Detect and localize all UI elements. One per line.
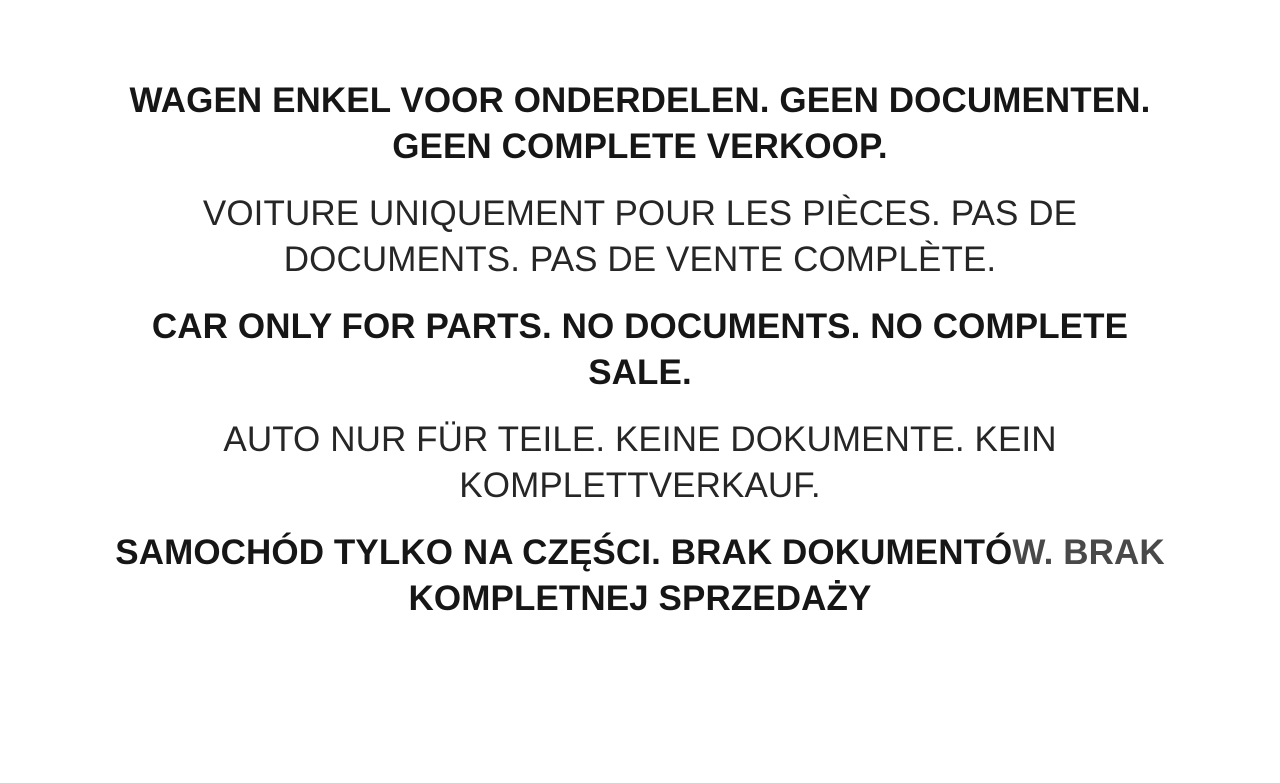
notice-german-line-1: AUTO NUR FÜR TEILE. KEINE DOKUMENTE. KEIN (223, 420, 1057, 459)
notice-polish-line-1-main: SAMOCHÓD TYLKO NA CZĘŚCI. BRAK DOKUMENTÓ (115, 533, 1013, 572)
notice-polish-line-1 (108, 530, 1172, 576)
notice-dutch-line-1: WAGEN ENKEL VOOR ONDERDELEN. GEEN DOCUMENTEN. (129, 81, 1151, 120)
notice-french (80, 191, 1200, 282)
notice-german (80, 417, 1200, 508)
notice-german-line-2: KOMPLETTVERKAUF. (459, 465, 821, 505)
notice-english (90, 304, 1190, 395)
notice-polish-line-1-tail: W. BRAK (1012, 533, 1165, 572)
notice-dutch-line-2: GEEN COMPLETE VERKOOP. (392, 126, 888, 166)
notice-polish-line-2: KOMPLETNEJ SPRZEDAŻY (408, 578, 872, 618)
notice-english-line-2: SALE. (588, 352, 692, 392)
notice-dutch (98, 78, 1182, 169)
notice-french-line-1: VOITURE UNIQUEMENT POUR LES PIÈCES. PAS DE (202, 194, 1078, 233)
notice-english-line-1: CAR ONLY FOR PARTS. NO DOCUMENTS. NO COMPLETE (151, 307, 1129, 346)
notice-polish (104, 530, 1176, 621)
notice-french-line-2: DOCUMENTS. PAS DE VENTE COMPLÈTE. (283, 239, 997, 279)
